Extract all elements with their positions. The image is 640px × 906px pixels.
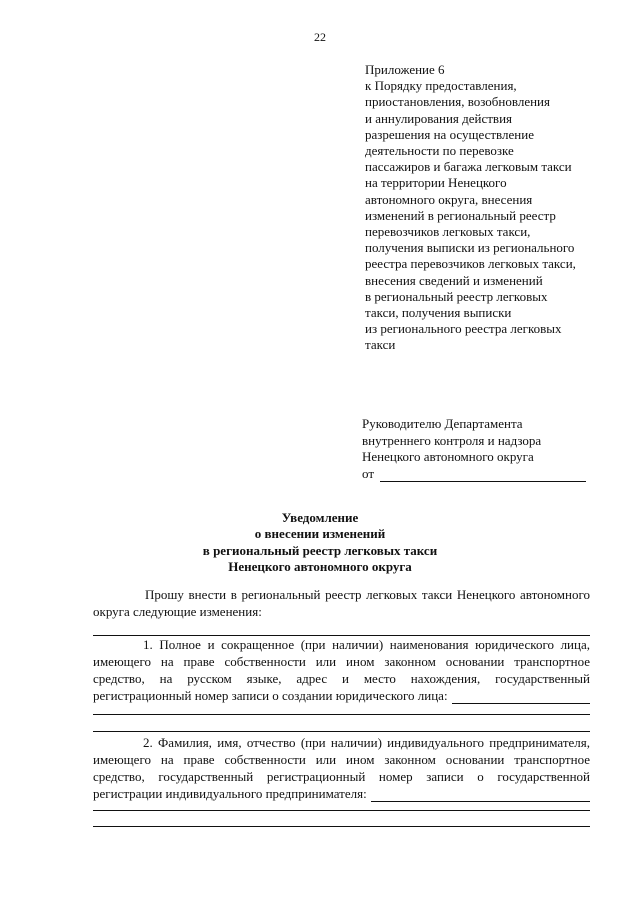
appendix-line: из регионального реестра легковых xyxy=(365,321,562,337)
appendix-line: в региональный реестр легковых xyxy=(365,288,548,304)
from-row xyxy=(362,466,632,483)
item-2-line: регистрации индивидуального предпринимателя: xyxy=(93,786,367,801)
item-1-paragraph xyxy=(93,636,590,704)
from-field[interactable] xyxy=(380,468,586,482)
appendix-line: автономного округа, внесения xyxy=(365,191,533,207)
item-2-field[interactable] xyxy=(371,789,590,802)
appendix-block xyxy=(365,62,630,354)
appendix-line: пассажиров и багажа легковым такси xyxy=(365,159,572,175)
title-line: Ненецкого автономного округа xyxy=(228,558,412,574)
request-line: Прошу внести в региональный реестр легковых такси Ненецкого автономного xyxy=(145,587,590,602)
appendix-line: приостановления, возобновления xyxy=(365,94,550,110)
item-1-tail xyxy=(93,687,590,704)
appendix-line: на территории Ненецкого xyxy=(365,175,507,191)
recipient-line: Ненецкого автономного округа xyxy=(362,449,534,464)
document-title xyxy=(0,510,640,575)
fill-line[interactable] xyxy=(93,826,590,827)
item-1-line: 1. Полное и сокращенное (при наличии) наименования юридического лица, xyxy=(143,637,590,652)
item-1-field[interactable] xyxy=(452,691,590,704)
item-2-paragraph xyxy=(93,734,590,802)
page-number: 22 xyxy=(314,30,326,44)
item-2-line: 2. Фамилия, имя, отчество (при наличии) индивидуального предпринимателя, xyxy=(143,735,590,750)
title-line: о внесении изменений xyxy=(254,526,386,542)
appendix-line: реестра перевозчиков легковых такси, xyxy=(365,256,576,272)
appendix-line: Приложение 6 xyxy=(365,62,445,77)
recipient-line: Руководителю Департамента xyxy=(362,416,523,431)
fill-line[interactable] xyxy=(93,714,590,715)
recipient-block xyxy=(362,416,632,482)
appendix-line: изменений в региональный реестр xyxy=(365,207,556,223)
appendix-line: перевозчиков легковых такси, xyxy=(365,224,531,240)
appendix-line: получения выписки из регионального xyxy=(365,240,575,256)
appendix-line: такси xyxy=(365,337,396,353)
appendix-line: и аннулирования действия xyxy=(365,110,513,126)
title-line: в региональный реестр легковых такси xyxy=(202,542,438,558)
appendix-line: разрешения на осуществление xyxy=(365,126,534,142)
appendix-line: такси, получения выписки xyxy=(365,305,512,321)
item-1-line: средство, на русском языке, адрес и место нахождения, государственный xyxy=(93,671,590,686)
fill-line[interactable] xyxy=(93,731,590,732)
from-label: от xyxy=(362,465,375,481)
item-2-tail xyxy=(93,785,590,802)
item-1-line: регистрационный номер записи о создании юридического лица: xyxy=(93,688,448,703)
recipient-line: внутреннего контроля и надзора xyxy=(362,432,542,448)
title-line: Уведомление xyxy=(281,510,359,525)
fill-line[interactable] xyxy=(93,810,590,811)
item-2-line: средство, государственный регистрационный номер записи о государственной xyxy=(93,769,590,784)
item-1-line: имеющего на праве собственности или ином законном основании транспортное xyxy=(93,654,590,669)
request-line: округа следующие изменения: xyxy=(93,604,262,619)
appendix-line: внесения сведений и изменений xyxy=(365,272,543,288)
item-2-line: имеющего на праве собственности или ином законном основании транспортное xyxy=(93,752,590,767)
request-paragraph xyxy=(93,586,590,620)
appendix-line: к Порядку предоставления, xyxy=(365,78,517,94)
appendix-line: деятельности по перевозке xyxy=(365,143,514,159)
